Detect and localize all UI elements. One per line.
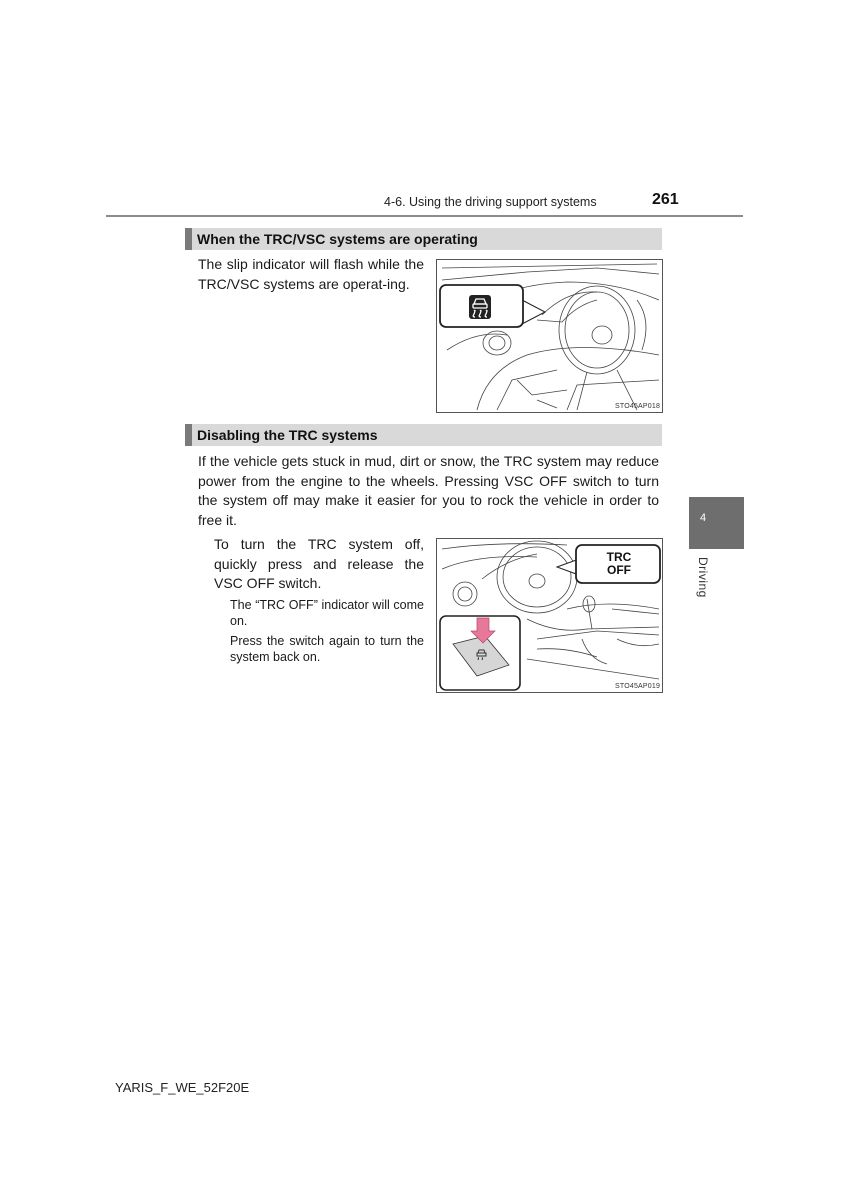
dashboard-illustration xyxy=(437,260,663,413)
press-again-note: Press the switch again to turn the system back on. xyxy=(230,634,424,664)
chapter-label: Driving xyxy=(696,557,710,598)
document-code: YARIS_F_WE_52F20E xyxy=(115,1080,250,1095)
chapter-number: 4 xyxy=(700,512,707,524)
section-heading-disabling-trc: Disabling the TRC systems xyxy=(185,424,662,446)
dashboard-figure-vsc-off-switch xyxy=(436,538,663,693)
trc-off-callout xyxy=(597,551,641,577)
vsc-off-switch-icon xyxy=(475,648,489,662)
figure-code: STO45AP019 xyxy=(615,683,661,690)
section-heading-trc-vsc-operating: When the TRC/VSC systems are operating xyxy=(185,228,662,250)
trc-off-callout-line2: OFF xyxy=(607,563,631,577)
slip-indicator-icon xyxy=(469,295,491,319)
running-header: 4-6. Using the driving support systems xyxy=(384,195,597,209)
disabling-trc-intro: If the vehicle gets stuck in mud, dirt or snow, the TRC system may reduce power from the engine to the wheels. Pressing VSC OFF switch to turn the system off may make it easier for you to rock the vehicle in order to free it. xyxy=(198,453,659,528)
turn-trc-off-step: To turn the TRC system off, quickly press and release the VSC OFF switch. xyxy=(214,536,424,591)
slip-indicator-paragraph: The slip indicator will flash while the TRC/VSC systems are operat-ing. xyxy=(198,256,424,292)
trc-off-callout-line1: TRC xyxy=(606,550,632,564)
page-number: 261 xyxy=(652,191,679,208)
trc-off-indicator-note: The “TRC OFF” indicator will come on. xyxy=(230,598,424,628)
header-rule xyxy=(106,215,743,217)
dashboard-figure-slip-indicator xyxy=(436,259,663,413)
chapter-tab xyxy=(689,497,744,549)
figure-code: STO45AP018 xyxy=(615,403,661,410)
